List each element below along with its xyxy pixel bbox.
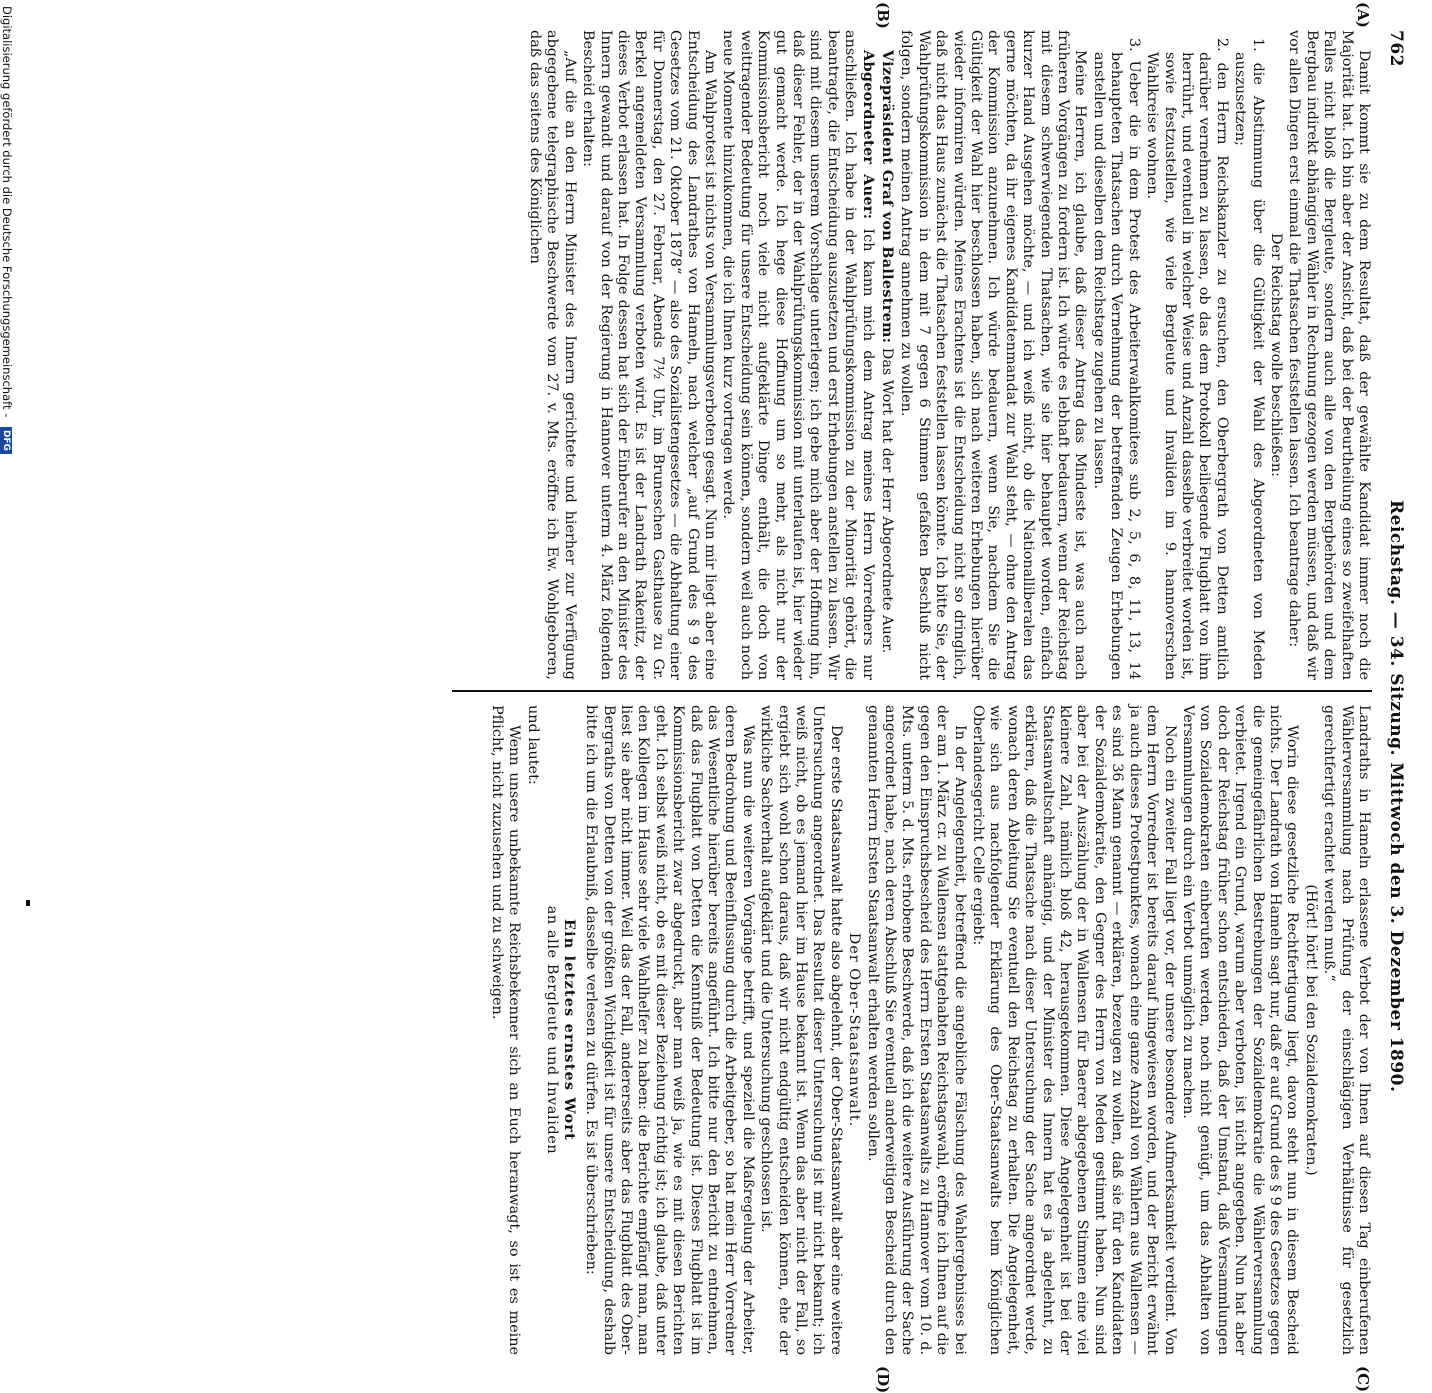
body-paragraph: und lautet: <box>524 705 541 785</box>
column-divider <box>452 690 1372 692</box>
dfg-logo: DFG <box>1 427 13 454</box>
speech-text: Ich kann mich dem Antrag meines Herrn Vorredners nur anschließen. Ich habe in der Wahlprüfungskommission zu der Minorität gehört, die beantragte, die Entscheidung auszusetzen und erst Erhebungen anstellen zu lassen. Wir sind mit diesem unserem Vorschlage unterlegen; ich gebe mich aber der Hoffnung hin, daß dieser Fehler, der in der Wahlprüfungskommission mit unterlaufen ist, hier wieder gut gemacht werde. Ich hege diese Hoffnung um so mehr, als nicht nur der Kommissionsbericht noch viele nicht aufgeklärte Dinge enthält, die doch von weittragender Bedeutung für unsere Entscheidung sein können, sondern weil auch noch neue Momente hinzukommen, die ich Ihnen kurz vortragen werde. <box>720 30 876 680</box>
margin-letter-b: (B) <box>874 2 892 29</box>
centered-line: Der Reichstag wolle beschließen: <box>1267 232 1284 477</box>
speech-text: Das Wort hat der Herr Abgeordnete Auer. <box>879 347 896 654</box>
body-paragraph: Wenn unsere unbekannte Reichsbekenner sich an Euch heranwagt, so ist es meine Pflicht, nicht zuzusehen und zu schweigen. <box>489 705 523 1355</box>
right-column <box>487 705 1372 1355</box>
body-paragraph: Meine Herren, ich glaube, daß dieser Antrag das Mindeste ist, was auch nach früheren Vorgängen zu fordern ist. Ich würde es lebhaft bedauern, wenn der Reichstag mit diesem schwerwiegenden Thatsachen, wie sie hier behauptet worden, einfach kurzer Hand Ausgehen möchte, — und ich weiß nicht, ob die Nationalliberalen das gerne möchten, da ihr eigenes Kandidatenmandat zur Wahl steht, — ohne den Antrag der Kommission anzunehmen. Ich würde bedauern, wenn Sie, nachdem Sie die Gültigkeit der Wahl hier beschlossen haben, sich nach weiteren Erhebungen hierüber wieder informiren würden. Meines Erachtens ist die Entscheidung nicht so dringlich, daß nicht das Haus zunächst die Thatsachen feststellen lassen könnte. Ich bitte Sie, der Wahlprüfungskommission in dem mit 7 gegen 6 Stimmen gefaßten Beschluß nicht folgen, sondern meinen Antrag annehmen zu wollen. <box>898 30 1089 680</box>
margin-letter-d: (D) <box>874 1366 892 1393</box>
body-paragraph: Landraths in Hameln erlassene Verbot der von Ihnen auf diesen Tag einberufenen Wählerversammlung nach Prüfung der einschlägigen Verhältnisse für gesetzlich gerechtfertigt erachtet werden muß.“ <box>1321 705 1372 1355</box>
margin-letter-a: (A) <box>1354 2 1372 28</box>
signature-heading: Der Ober-Staatsanwalt. <box>846 932 863 1128</box>
quoted-flyer-title <box>543 705 578 1355</box>
speaker-name: Abgeordneter Auer: <box>859 50 877 220</box>
page-number: 762 <box>1386 30 1406 67</box>
motion-item: 2. den Herrn Reichskanzler zu ersuchen, den Oberbergrath von Detten amtlich darüber vernehmen zu lassen, ob das dem Protokoll beiliegende Flugblatt von ihm herrührt, und eventuell in welcher Weise und Anzahl dasselbe verbreitet worden ist, sowie festzustellen, wie viele Bergleute und Invaliden im 9. hannoverschen Wahlkreise wohnen. <box>1144 38 1230 680</box>
page-header <box>1380 30 1410 1390</box>
body-paragraph: „Auf die an den Herrn Minister des Innern gerichtete und hierher zur Verfügung abgegebene telegraphische Beschwerde vom 27. v. Mts. eröffne ich Ew. Wohlgeboren, daß das seitens des Königlichen <box>526 30 578 680</box>
body-paragraph: Noch ein zweiter Fall liegt vor, der unsere besondere Aufmerksamkeit verdient. Von dem Herrn Vorredner ist bereits darauf hingewiesen worden, und der Bericht erwähnt ja auch dieses Protestpunktes, wonach eine ganze Anzahl von Wählern aus Wallensen — es sind 36 Mann genannt — erklären, bezeugen zu wollen, daß sie für den Kandidaten der Sozialdemokratie, den Gegner des Herrn von Meden gestimmt haben. Nun sind aber bei der Auszählung der in Wallensen für Baerer abgegebenen Stimmen eine viel kleinere Zahl, nämlich bloß 42, herausgekommen. Diese Angelegenheit ist bei der Staatsanwaltschaft anhängig, und der Minister des Innern hat es ja abgelehnt, zu erklären, daß die Thatsache nach dieser Untersuchung der Sache angeordnet werde, wonach deren Ableitung Sie eventuell den Reichstag zu erhalten. Die Angelegenheit, wie sich aus nachfolgender Erklärung des Ober-Staatsanwalts beim Königlichen Oberlandesgericht Celle ergiebt: <box>970 705 1178 1355</box>
speech-paragraph <box>719 30 877 680</box>
body-paragraph: Am Wahlprotest ist nichts von Versammlungsverboten gesagt. Nun mir liegt aber eine Entscheidung des Landrathes von Hameln, nach welcher „auf Grund des § 9 des Gesetzes vom 21. Oktober 1878“ — also des Sozialistengesetzes — die Abhaltung einer für Donnerstag, den 27. Februar, Abends 7½ Uhr, im Bruneschen Gasthause zu Gr. Berkel angemeldeten Versammlung verboten wird. Es ist der Landrath Rakenitz, der dieses Verbot erlassen hat. In Folge dessen hat sich der Einberufer an den Minister des Innern gewandt und darauf von der Regierung in Hannover unterm 4. März folgenden Bescheid erhalten: <box>580 30 718 680</box>
body-paragraph: Damit kommt sie zu dem Resultat, daß der gewählte Kandidat immer noch die Majorität hat. Ich bin aber der Ansicht, daß bei der Beurtheilung eines so zweifelhaften Falles nicht bloß die Bergleute, sondern auch alle von den Bergbehörden und dem Bergbau indirekt abhängigen Wähler in Rechnung gezogen werden müssen, und daß wir vor allen Dingen erst einmal die Thatsachen feststellen lassen. Ich beantrage daher: <box>1286 30 1372 680</box>
quote-line: Ein letztes ernstes Wort <box>560 918 578 1142</box>
left-column <box>525 30 1373 680</box>
page-title: Reichstag. — 34. Sitzung. Mittwoch den 3. Dezember 1890. <box>1386 500 1406 1093</box>
speech-paragraph <box>878 30 896 680</box>
body-paragraph: Was nun die weiteren Vorgänge betrifft, und speziell die Maßregelung der Arbeiter, deren Bedrohung und Beeinflussung durch die Arbeitgeber, so hat mein Herr Vorredner das Wesentliche hierüber bereits angeführt. Ich bitte nur den Bericht zu entnehmen, daß das Flugblatt von Detten die Kenntniß der Bedeutung ist. Dieses Flugblatt ist im Kommissionsbericht zwar abgedruckt, aber man weiß ja, wie es mit diesen Berichten geht. Ich selbst weiß nicht, ob es mit dieser Beziehung richtig ist; ich glaube, daß unter den Kollegen im Hause sehr viele Wahlhelfer zu haben: die Berichte empfängt man, man liest sie aber nicht immer. Weil das der Fall, andererseits aber das Flugblatt des Ober-Bergraths von Detten von der größten Wichtigkeit ist für unsere Entscheidung, deshalb bitte ich um die Erlaubniß, dasselbe verlesen zu dürfen. Es ist überschrieben: <box>583 705 756 1355</box>
margin-letter-c: (C) <box>1354 1366 1372 1393</box>
scan-speck <box>26 900 30 906</box>
body-paragraph: Der erste Staatsanwalt hatte also abgelehnt, der Ober-Staatsanwalt aber eine weitere Untersuchung angeordnet. Das Resultat dieser Untersuchung ist mir nicht bekannt; ich weiß nicht, ob es jemand hier im Hause bekannt ist. Wenn das aber nicht der Fall, so ergiebt sich wohl schon daraus, daß wir nicht endgültig entscheiden können, ehe der wirkliche Sachverhalt aufgeklärt und die Untersuchung geschlossen ist. <box>758 705 844 1355</box>
body-paragraph: Worin diese gesetzliche Rechtfertigung liegt, davon steht nun in diesem Bescheid nichts. Der Landrath von Hameln sagt nur, daß er auf Grund des § 9 des Gesetzes gegen die gemeingefährlichen Bestrebungen der Sozialdemokratie die Wählerversammlung verbietet. Irgend ein Grund, warum aber verboten, ist nicht angegeben. Nun hat aber doch der Reichstag früher schon entschieden, daß der Umstand, daß Versammlungen von Sozialdemokraten einberufen werden, noch nicht genügt, um das Abhalten von Versammlungen durch ein Verbot unmöglich zu machen. <box>1179 705 1301 1355</box>
speaker-name: Vizepräsident Graf von Ballestrem: <box>879 50 897 344</box>
centered-line: (Hört! hört! bei den Sozialdemokraten.) <box>1302 884 1319 1176</box>
motion-item: 1. die Abstimmung über die Gültigkeit der Wahl des Abgeordneten von Meden auszusetzen; <box>1232 38 1266 680</box>
digitization-credit <box>0 6 14 454</box>
quote-line: an alle Bergleute und Invaliden <box>544 905 561 1155</box>
credit-text: Digitalisierung gefördert durch die Deutsche Forschungsgemeinschaft - <box>0 6 14 418</box>
body-paragraph: In der Angelegenheit, betreffend die angebliche Fälschung des Wahlergebnisses bei der am 1. März cr. zu Wallensen stattgehabten Reichstagswahl, eröffne ich Ihnen auf die gegen den Einspruchsbescheid des Herrn Ersten Staatsanwalts zu Hannover vom 10. d. Mts. unterm 5. d. Mts. erhobene Beschwerde, daß ich die weitere Ausführung der Sache angeordnet habe, nach deren Abschluß Sie eventuell anderweitigen Bescheid durch den genannten Herrn Ersten Staatsanwalt erhalten werden sollen. <box>864 705 968 1355</box>
motion-item: 3. Ueber die in dem Protest des Arbeiterwahlkomitees sub 2, 5, 6, 8, 11, 13, 14 behaupteten Thatsachen durch Vernehmung der betreffenden Zeugen Erhebungen anstellen und dieselben dem Reichstage zugehen zu lassen. <box>1090 38 1142 680</box>
